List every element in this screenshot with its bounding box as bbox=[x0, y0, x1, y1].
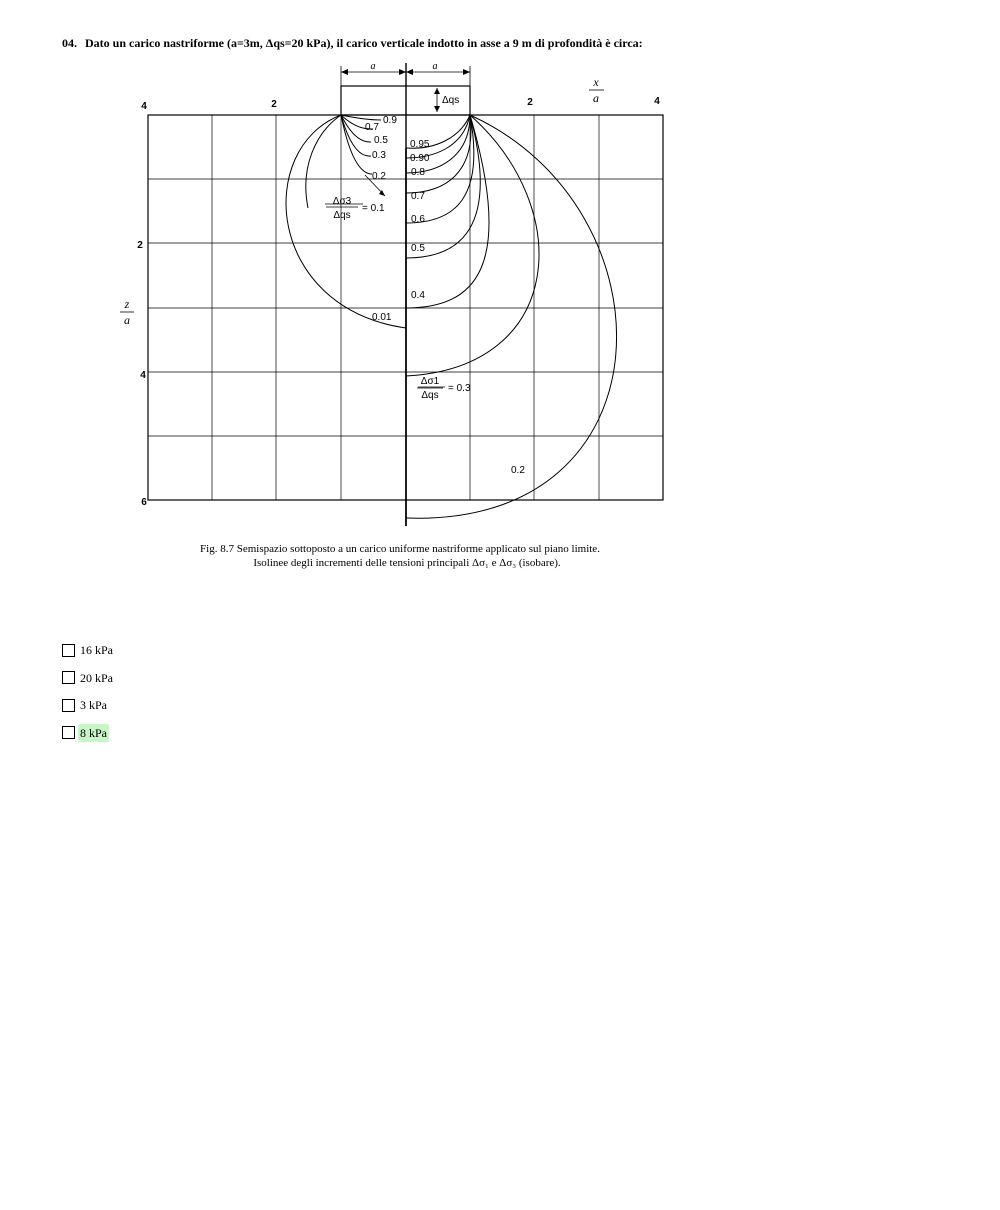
question-number: 04. bbox=[62, 36, 77, 50]
figure-caption-line1: Fig. 8.7 Semispazio sottoposto a un carico uniforme nastriforme applicato sul piano limite. bbox=[200, 543, 600, 555]
isoline-label: 0.90 bbox=[410, 153, 430, 164]
z-axis-label-num: z bbox=[124, 297, 130, 311]
z-axis-label-den: a bbox=[124, 313, 130, 327]
answer-checkbox[interactable] bbox=[62, 726, 75, 739]
isoline-label: 0.01 bbox=[372, 312, 392, 323]
isoline-label: 0.2 bbox=[372, 171, 386, 182]
sigma1-den: Δqs bbox=[421, 390, 439, 401]
answer-option[interactable] bbox=[62, 641, 115, 659]
answer-label: 3 kPa bbox=[80, 698, 107, 712]
sigma1-value: = 0.3 bbox=[448, 383, 471, 394]
isoline-label: 0.6 bbox=[411, 214, 425, 225]
sigma3-isolines bbox=[286, 115, 406, 328]
sigma1-num: Δσ1 bbox=[420, 376, 440, 387]
answer-checkbox[interactable] bbox=[62, 671, 75, 684]
sigma3-fraction bbox=[333, 196, 385, 221]
sigma3-values bbox=[365, 115, 397, 323]
isoline-label: 0.8 bbox=[411, 167, 425, 178]
isoline-label: 0.5 bbox=[411, 243, 425, 254]
load-label: Δqs bbox=[442, 95, 460, 106]
isobar-figure bbox=[115, 58, 685, 578]
top-tick: 4 bbox=[141, 101, 147, 112]
isoline-label: 0.95 bbox=[410, 139, 430, 150]
top-tick: 2 bbox=[527, 97, 533, 108]
isoline-label: 0.7 bbox=[411, 191, 425, 202]
isobar-diagram bbox=[115, 58, 685, 578]
left-tick: 4 bbox=[140, 370, 146, 381]
isoline-label: 0.9 bbox=[383, 115, 397, 126]
answer-list bbox=[62, 641, 115, 751]
answer-label: 16 kPa bbox=[80, 643, 113, 657]
answer-label: 8 kPa bbox=[80, 725, 107, 740]
width-label: a bbox=[370, 61, 376, 72]
sigma3-value: = 0.1 bbox=[362, 203, 385, 214]
sigma1-fraction bbox=[421, 376, 471, 401]
sigma3-num: Δσ3 bbox=[332, 196, 352, 207]
answer-checkbox[interactable] bbox=[62, 699, 75, 712]
sigma3-den: Δqs bbox=[333, 210, 351, 221]
sigma1-isolines bbox=[406, 115, 617, 518]
isoline-label: 0.2 bbox=[511, 465, 525, 476]
answer-option[interactable] bbox=[62, 724, 115, 742]
answer-option[interactable] bbox=[62, 669, 115, 687]
top-tick: 2 bbox=[271, 99, 277, 110]
left-tick: 6 bbox=[141, 497, 147, 508]
top-tick: 4 bbox=[654, 96, 660, 107]
tick-labels bbox=[137, 96, 660, 508]
question-body: Dato un carico nastriforme (a=3m, Δqs=20 kPa), il carico verticale indotto in asse a 9 m di profondità è circa: bbox=[85, 36, 643, 50]
question-text bbox=[62, 36, 643, 51]
x-axis-label-num: x bbox=[593, 75, 599, 89]
x-axis-label-den: a bbox=[593, 91, 599, 105]
answer-checkbox[interactable] bbox=[62, 644, 75, 657]
answer-label: 20 kPa bbox=[80, 670, 113, 685]
isoline-label: 0.7 bbox=[365, 122, 379, 133]
isoline-label: 0.5 bbox=[374, 135, 388, 146]
left-tick: 2 bbox=[137, 240, 143, 251]
answer-option[interactable] bbox=[62, 696, 115, 714]
width-label: a bbox=[432, 61, 438, 72]
isoline-label: 0.3 bbox=[372, 150, 386, 161]
figure-caption-line2: Isolinee degli incrementi delle tensioni principali Δσ₁ e Δσ₃ (isobare). bbox=[253, 557, 561, 569]
isoline-label: 0.4 bbox=[411, 290, 425, 301]
